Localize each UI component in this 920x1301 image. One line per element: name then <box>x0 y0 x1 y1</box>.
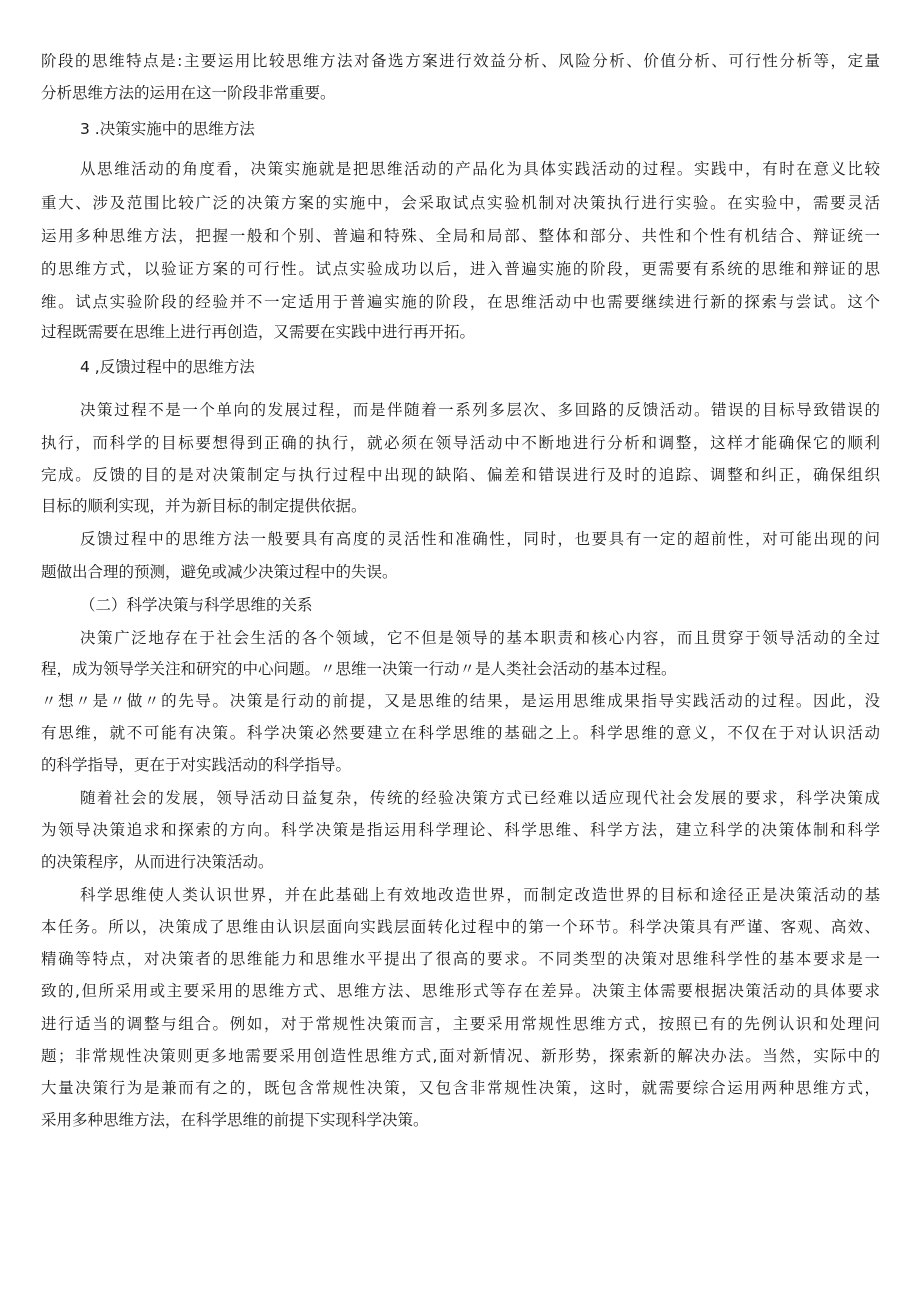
paragraph-line: 维。试点实验阶段的经验并不一定适用于普遍实施的阶段，在思维活动中也需要继续进行新的探索与尝试。这个 <box>41 293 880 311</box>
paragraph-line: 本任务。所以，决策成了思维由认识层面向实践层面转化过程中的第一个环节。科学决策具有严谨、客观、高效、 <box>41 918 880 936</box>
paragraph-line: 为领导决策追求和探索的方向。科学决策是指运用科学理论、科学思维、科学方法，建立科学的决策体制和科学 <box>41 821 880 839</box>
paragraph-line: 的科学指导，更在于对实践活动的科学指导。 <box>41 756 352 774</box>
paragraph-line: 大量决策行为是兼而有之的，既包含常规性决策，又包含非常规性决策，这时，就需要综合运用两种思维方式， <box>41 1079 880 1097</box>
paragraph-line: 决策过程不是一个单向的发展过程，而是伴随着一系列多层次、多回路的反馈活动。错误的目标导致错误的 <box>80 401 880 419</box>
paragraph-line: 过程既需要在思维上进行再创造，又需要在实践中进行再开拓。 <box>41 323 476 341</box>
paragraph-line: 随着社会的发展，领导活动日益复杂，传统的经验决策方式已经难以适应现代社会发展的要求，科学决策成 <box>80 789 880 807</box>
paragraph-line: 科学思维使人类认识世界，并在此基础上有效地改造世界，而制定改造世界的目标和途径正是决策活动的基 <box>80 886 880 904</box>
paragraph-line: 〃想〃是〃做〃的先导。决策是行动的前提，又是思维的结果，是运用思维成果指导实践活动的过程。因此，没 <box>41 692 880 710</box>
paragraph-line: 的决策程序，从而进行决策活动。 <box>41 853 274 871</box>
paragraph-line: 进行适当的调整与组合。例如，对于常规性决策而言，主要采用常规性思维方式，按照已有的先例认识和处理问 <box>41 1015 880 1033</box>
section-heading: 4 ,反馈过程中的思维方法 <box>80 358 255 376</box>
paragraph-line: 分析思维方法的运用在这一阶段非常重要。 <box>41 84 336 102</box>
paragraph-line: 阶段的思维特点是:主要运用比较思维方法对备选方案进行效益分析、风险分析、价值分析、可行性分析等，定量 <box>41 52 880 70</box>
paragraph-line: 反馈过程中的思维方法一般要具有高度的灵活性和准确性，同时，也要具有一定的超前性，对可能出现的问 <box>80 530 880 548</box>
paragraph-line: 从思维活动的角度看，决策实施就是把思维活动的产品化为具体实践活动的过程。实践中，有时在意义比较 <box>80 160 880 178</box>
paragraph-line: 题做出合理的预测，避免或减少决策过程中的失误。 <box>41 563 398 581</box>
paragraph-line: 致的,但所采用或主要采用的思维方式、思维方法、思维形式等存在差异。决策主体需要根据决策活动的具体要求 <box>41 982 880 1000</box>
paragraph-line: 有思维，就不可能有决策。科学决策必然要建立在科学思维的基础之上。科学思维的意义，不仅在于对认识活动 <box>41 724 880 742</box>
paragraph-line: 决策广泛地存在于社会生活的各个领域，它不但是领导的基本职责和核心内容，而且贯穿于领导活动的全过 <box>80 629 880 647</box>
paragraph-line: 目标的顺利实现，并为新目标的制定提供依据。 <box>41 497 367 515</box>
paragraph-line: 执行，而科学的目标要想得到正确的执行，就必须在领导活动中不断地进行分析和调整，这样才能确保它的顺利 <box>41 434 880 452</box>
paragraph-line: 的思维方式，以验证方案的可行性。试点实验成功以后，进入普遍实施的阶段，更需要有系统的思维和辩证的思 <box>41 260 880 278</box>
section-heading: 3 .决策实施中的思维方法 <box>80 120 255 138</box>
paragraph-line: 完成。反馈的目的是对决策制定与执行过程中出现的缺陷、偏差和错误进行及时的追踪、调整和纠正，确保组织 <box>41 466 880 484</box>
paragraph-line: 重大、涉及范围比较广泛的决策方案的实施中，会采取试点实验机制对决策执行进行实验。在实验中，需要灵活 <box>41 194 880 212</box>
paragraph-line: 采用多种思维方法，在科学思维的前提下实现科学决策。 <box>41 1111 429 1129</box>
section-heading: （二）科学决策与科学思维的关系 <box>80 596 313 614</box>
paragraph-line: 精确等特点，对决策者的思维能力和思维水平提出了很高的要求。不同类型的决策对思维科学性的基本要求是一 <box>41 950 880 968</box>
paragraph-line: 题；非常规性决策则更多地需要采用创造性思维方式,面对新情况、新形势，探索新的解决办法。当然，实际中的 <box>41 1047 880 1065</box>
paragraph-line: 程，成为领导学关注和研究的中心问题。〃思维一决策一行动〃是人类社会活动的基本过程。 <box>41 660 677 678</box>
paragraph-line: 运用多种思维方法，把握一般和个别、普遍和特殊、全局和局部、整体和部分、共性和个性有机结合、辩证统一 <box>41 227 880 245</box>
